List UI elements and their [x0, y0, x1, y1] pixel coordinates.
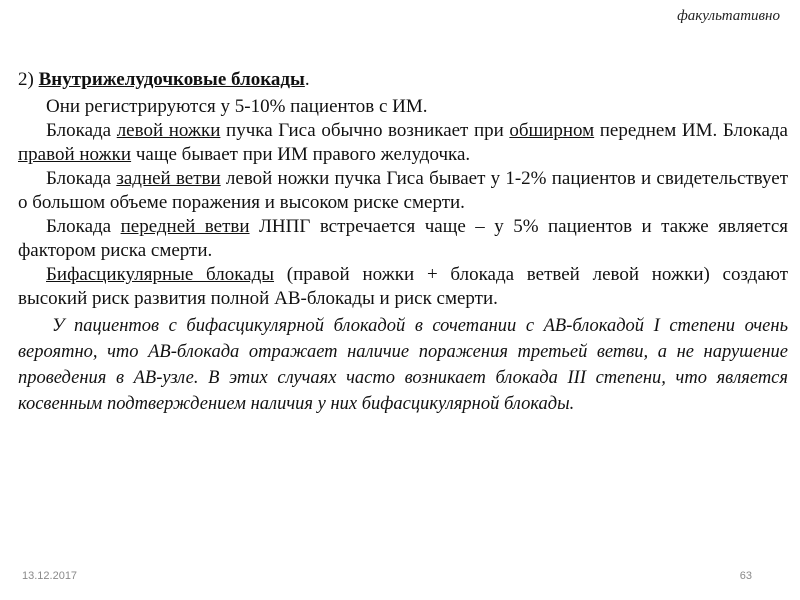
underlined-term: левой ножки [116, 120, 221, 141]
text-segment: пучка Гиса обычно возникает при [220, 120, 510, 141]
text-segment: Блокада [46, 216, 121, 237]
paragraph-prevalence: Они регистрируются у 5-10% пациентов с ИМ. [46, 96, 428, 117]
footer-page-number: 63 [739, 570, 752, 582]
paragraph-left-right-bundle [18, 119, 788, 167]
paragraph-anterior-branch [18, 215, 788, 263]
section-number: 2) [18, 69, 34, 90]
paragraph-italic-note: У пациентов с бифасцикулярной блокадой в сочетании с АВ-блокадой I степени очень вероятно, что АВ-блокада отражает наличие поражения третьей ветви, а не нарушение проведения в АВ-узле. В этих случаях часто возникает блокада III степени, что является косвенным подтверждением наличия у них бифасцикулярной блокады. [18, 316, 788, 414]
footer-date: 13.12.2017 [22, 570, 78, 582]
text-segment: переднем ИМ. Блокада [594, 120, 788, 141]
text-segment: Блокада [46, 120, 117, 141]
text-segment: чаще бывает при ИМ правого желудочка. [131, 144, 471, 165]
underlined-term: передней ветви [120, 216, 250, 237]
section-heading [18, 66, 788, 93]
paragraph-posterior-branch [18, 167, 788, 215]
corner-note: факультативно [677, 8, 780, 24]
underlined-term: задней ветви [116, 168, 221, 189]
slide-content [18, 66, 788, 417]
text-segment: Блокада [46, 168, 117, 189]
text-segment: (правой ножки + блокада ветвей левой ножки) создают высокий риск развития полной АВ-блокады и риск смерти. [18, 264, 789, 309]
underlined-term: Бифасцикулярные блокады [46, 264, 275, 285]
paragraph-bifascicular [18, 263, 788, 311]
underlined-term: обширном [509, 120, 595, 141]
text-segment: ЛНПГ встречается чаще – у 5% пациентов и также является фактором риска смерти. [18, 216, 788, 261]
text-segment: левой ножки пучка Гиса бывает у 1-2% пациентов и свидетельствует о большом объеме поражения и высоком риске смерти. [18, 168, 788, 213]
underlined-term: правой ножки [18, 144, 132, 165]
section-title-end: . [304, 69, 310, 90]
section-title: Внутрижелудочковые блокады [38, 69, 305, 90]
